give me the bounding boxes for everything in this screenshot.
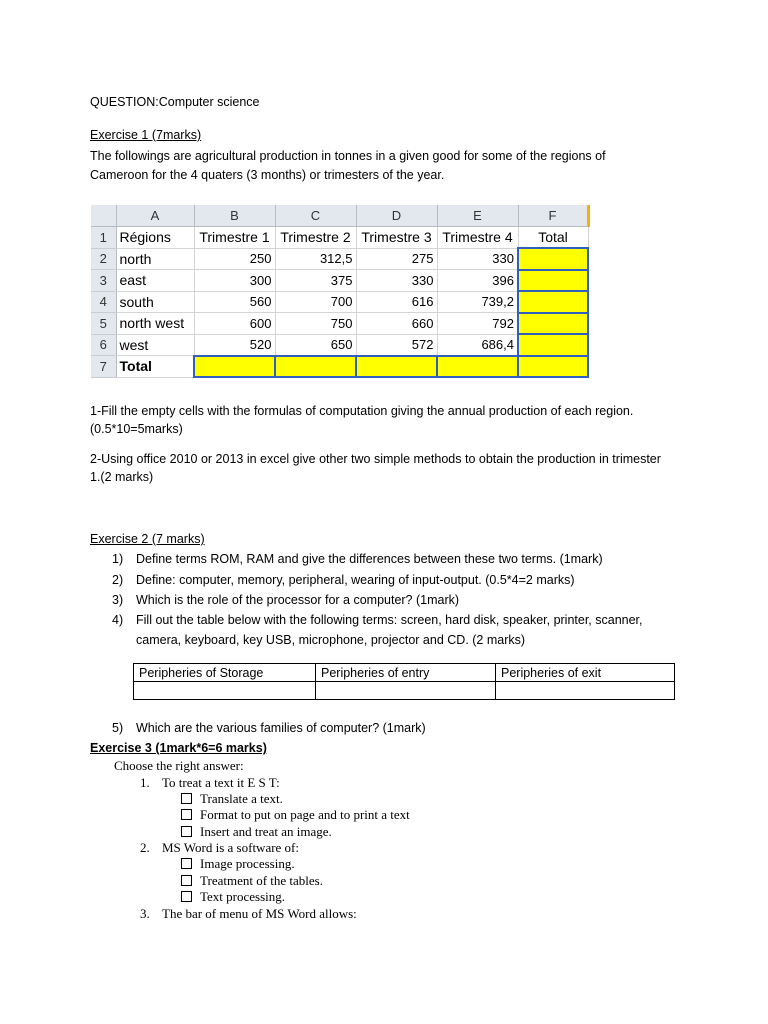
option-label: Insert and treat an image. [200, 824, 332, 839]
row-number: 1 [91, 227, 116, 249]
table-row [134, 682, 675, 700]
peripheries-entry-header: Peripheries of entry [316, 664, 496, 682]
column-letter: E [437, 205, 518, 227]
empty-total-cell [518, 313, 588, 335]
value-cell: 650 [275, 334, 356, 356]
table-row [91, 313, 588, 335]
exercise-2-item: Fill out the table below with the following terms: screen, hard disk, speaker, printer, scanner, [136, 613, 643, 627]
column-header-row [91, 205, 588, 227]
checkbox-icon [181, 793, 192, 804]
column-letter: B [194, 205, 275, 227]
value-cell: 300 [194, 270, 275, 292]
exercise-2-item-number: 1) [112, 552, 124, 566]
value-cell: 660 [356, 313, 437, 335]
peripheries-table [133, 663, 675, 700]
exercise-1-question-1: 1-Fill the empty cells with the formulas of computation giving the annual production of each region. [90, 404, 634, 418]
exercise-1-question-1-marks: (0.5*10=5marks) [90, 422, 183, 436]
exercise-2-item-number: 4) [112, 613, 124, 627]
table-row [91, 291, 588, 313]
exercise-3-question: To treat a text it E S T: [162, 775, 280, 790]
exercise-1-question-2: 2-Using office 2010 or 2013 in excel give other two simple methods to obtain the production in trimester [90, 452, 661, 466]
select-all-corner [91, 205, 116, 227]
exercise-3-question-number: 1. [140, 775, 150, 790]
answer-option [181, 856, 295, 872]
checkbox-icon [181, 809, 192, 820]
column-letter: F [518, 205, 588, 227]
header-cell: Trimestre 1 [194, 227, 275, 249]
exercise-2-item-number: 5) [112, 721, 124, 735]
option-label: Translate a text. [200, 791, 283, 806]
empty-total-cell [437, 356, 518, 378]
column-letter: A [116, 205, 194, 227]
exercise-2-item-number: 3) [112, 593, 124, 607]
exercise-2-item: Define: computer, memory, peripheral, wearing of input-output. (0.5*4=2 marks) [136, 573, 575, 587]
option-label: Image processing. [200, 856, 295, 871]
empty-total-cell [275, 356, 356, 378]
exercise-3-title: Exercise 3 (1mark*6=6 marks) [90, 741, 267, 755]
row-number: 4 [91, 291, 116, 313]
table-row [134, 664, 675, 682]
row-number: 5 [91, 313, 116, 335]
answer-option [181, 873, 323, 889]
empty-total-cell [518, 356, 588, 378]
exercise-1-question-2-marks: 1.(2 marks) [90, 470, 154, 484]
exercise-3-question-number: 2. [140, 840, 150, 855]
header-cell: Régions [116, 227, 194, 249]
empty-total-cell [518, 334, 588, 356]
exercise-2-item-number: 2) [112, 573, 124, 587]
exercise-3-question: The bar of menu of MS Word allows: [162, 906, 357, 921]
header-cell: Total [518, 227, 588, 249]
exercise-2-item-continuation: camera, keyboard, key USB, microphone, projector and CD. (2 marks) [136, 633, 526, 647]
value-cell: 600 [194, 313, 275, 335]
checkbox-icon [181, 891, 192, 902]
answer-option [181, 824, 332, 840]
option-label: Treatment of the tables. [200, 873, 323, 888]
row-number: 7 [91, 356, 116, 378]
exercise-2-item: Define terms ROM, RAM and give the differences between these two terms. (1mark) [136, 552, 603, 566]
value-cell: 616 [356, 291, 437, 313]
column-letter: D [356, 205, 437, 227]
exercise-2-item: Which is the role of the processor for a computer? (1mark) [136, 593, 460, 607]
region-cell: south [116, 291, 194, 313]
header-cell: Trimestre 2 [275, 227, 356, 249]
checkbox-icon [181, 858, 192, 869]
value-cell: 250 [194, 248, 275, 270]
exercise-3-instruction: Choose the right answer: [114, 758, 244, 773]
row-number: 3 [91, 270, 116, 292]
exercise-3-question-number: 3. [140, 906, 150, 921]
empty-answer-cell [134, 682, 316, 700]
value-cell: 700 [275, 291, 356, 313]
table-row [91, 270, 588, 292]
exercise-3-question: MS Word is a software of: [162, 840, 300, 855]
value-cell: 396 [437, 270, 518, 292]
question-title: QUESTION:Computer science [90, 95, 260, 109]
value-cell: 330 [356, 270, 437, 292]
table-row [91, 227, 588, 249]
answer-option [181, 807, 410, 823]
value-cell: 739,2 [437, 291, 518, 313]
row-number: 6 [91, 334, 116, 356]
value-cell: 275 [356, 248, 437, 270]
value-cell: 750 [275, 313, 356, 335]
column-letter: C [275, 205, 356, 227]
peripheries-storage-header: Peripheries of Storage [134, 664, 316, 682]
checkbox-icon [181, 875, 192, 886]
value-cell: 375 [275, 270, 356, 292]
answer-option [181, 889, 285, 905]
row-number: 2 [91, 248, 116, 270]
value-cell: 792 [437, 313, 518, 335]
value-cell: 572 [356, 334, 437, 356]
checkbox-icon [181, 826, 192, 837]
spreadsheet-image [91, 205, 588, 386]
table-row [91, 334, 588, 356]
region-cell: west [116, 334, 194, 356]
table-row [91, 356, 588, 378]
header-cell: Trimestre 3 [356, 227, 437, 249]
value-cell: 560 [194, 291, 275, 313]
empty-total-cell [518, 248, 588, 270]
option-label: Format to put on page and to print a text [200, 807, 410, 822]
empty-total-cell [194, 356, 275, 378]
value-cell: 520 [194, 334, 275, 356]
exercise-1-title: Exercise 1 (7marks) [90, 128, 202, 142]
region-cell: east [116, 270, 194, 292]
header-cell: Trimestre 4 [437, 227, 518, 249]
value-cell: 312,5 [275, 248, 356, 270]
answer-option [181, 791, 283, 807]
value-cell: 686,4 [437, 334, 518, 356]
total-label-cell: Total [116, 356, 194, 378]
empty-answer-cell [496, 682, 675, 700]
empty-answer-cell [316, 682, 496, 700]
peripheries-exit-header: Peripheries of exit [496, 664, 675, 682]
exercise-2-item: Which are the various families of computer? (1mark) [136, 721, 426, 735]
exercise-2-title: Exercise 2 (7 marks) [90, 532, 205, 546]
table-row [91, 248, 588, 270]
option-label: Text processing. [200, 889, 286, 904]
region-cell: north west [116, 313, 194, 335]
empty-total-cell [518, 291, 588, 313]
value-cell: 330 [437, 248, 518, 270]
empty-total-cell [518, 270, 588, 292]
exercise-1-intro-line-1: The followings are agricultural production in tonnes in a given good for some of the regions of [90, 149, 606, 163]
region-cell: north [116, 248, 194, 270]
empty-total-cell [356, 356, 437, 378]
exercise-1-intro-line-2: Cameroon for the 4 quaters (3 months) or trimesters of the year. [90, 168, 445, 182]
